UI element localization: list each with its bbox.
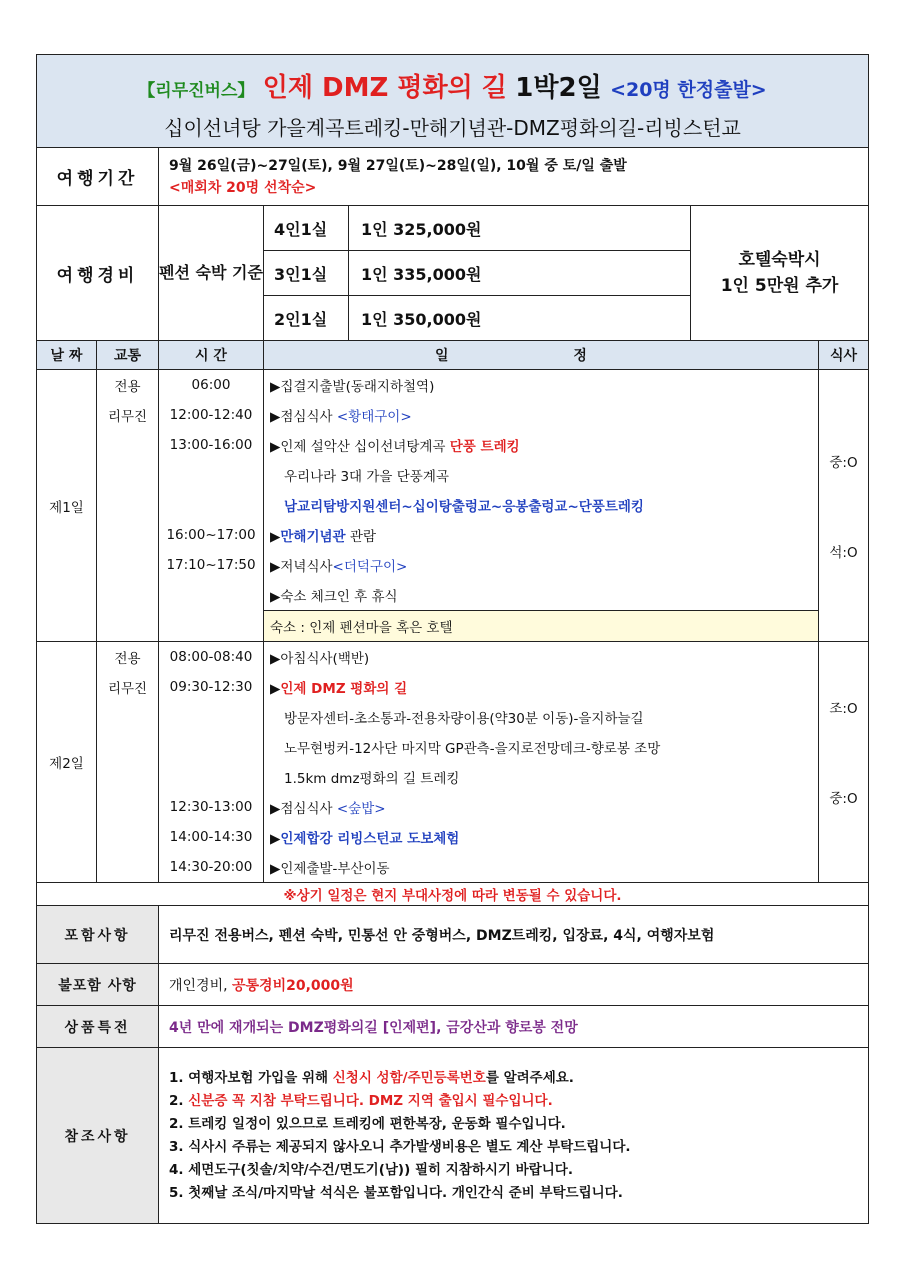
title-main: 인제 DMZ 평화의 길 xyxy=(262,73,507,103)
schedule-time: 12:30-13:00 xyxy=(159,792,264,822)
reference-item: 1. 여행자보험 가입을 위해 신청시 성함/주민등록번호를 알려주세요. xyxy=(169,1069,574,1086)
blank-cell xyxy=(159,702,264,732)
hotel-note-line1: 호텔숙박시 xyxy=(738,250,821,270)
reference-item: 5. 첫째날 조식/마지막날 석식은 불포함입니다. 개인간식 준비 부탁드립니다. xyxy=(169,1184,623,1201)
header-transport: 교통 xyxy=(97,341,159,370)
blank-cell xyxy=(97,732,159,762)
period-dates: 9월 26일(금)~27일(토), 9월 27일(토)~28일(일), 10월 중 토/일 출발 xyxy=(169,157,627,174)
schedule-time: 08:00-08:40 xyxy=(159,642,264,673)
included-value: 리무진 전용버스, 펜션 숙박, 민통선 안 중형버스, DMZ트레킹, 입장료, 4식, 여행자보험 xyxy=(159,906,869,964)
blank-cell xyxy=(97,490,159,520)
meal-breakfast: 조:O xyxy=(829,701,858,717)
period-label: 여행기간 xyxy=(37,148,159,206)
blank-cell xyxy=(97,611,159,642)
tour-flyer xyxy=(36,54,868,1224)
blank-cell xyxy=(159,732,264,762)
schedule-item: ▶숙소 체크인 후 휴식 xyxy=(264,580,819,611)
fee-hotel-note xyxy=(691,206,869,341)
special-label: 상품특전 xyxy=(37,1006,159,1048)
blank-cell xyxy=(97,792,159,822)
day1-transport: 리무진 xyxy=(97,400,159,430)
schedule-time: 13:00-16:00 xyxy=(159,430,264,460)
schedule-notice: ※상기 일정은 현지 부대사정에 따라 변동될 수 있습니다. xyxy=(37,883,869,906)
lodging-info: 숙소 : 인제 펜션마을 혹은 호텔 xyxy=(264,611,819,642)
day2-label: 제2일 xyxy=(37,642,97,883)
fee-basis: 펜션 숙박 기준 xyxy=(159,206,264,341)
excluded-label: 불포함 사항 xyxy=(37,964,159,1006)
fee-room: 4인1실 xyxy=(264,206,349,251)
references-list xyxy=(159,1048,869,1224)
blank-cell xyxy=(97,852,159,883)
title-limit: <20명 한정출발> xyxy=(610,79,767,101)
blank-cell xyxy=(159,580,264,611)
excluded-value: 개인경비, 공통경비20,000원 xyxy=(159,964,869,1006)
period-note: <매회차 20명 선착순> xyxy=(169,179,317,196)
included-label: 포함사항 xyxy=(37,906,159,964)
schedule-time: 16:00~17:00 xyxy=(159,520,264,550)
meal-dinner: 석:O xyxy=(829,544,858,561)
blank-cell xyxy=(159,490,264,520)
title-duration: 1박2일 xyxy=(515,73,602,103)
schedule-time: 06:00 xyxy=(159,370,264,401)
schedule-item: ▶점심식사 <숲밥> xyxy=(264,792,819,822)
schedule-item: 방문자센터-초소통과-전용차량이용(약30분 이동)-을지하늘길 xyxy=(264,702,819,732)
schedule-item: ▶인제 설악산 십이선녀탕계곡 단풍 트레킹 xyxy=(264,430,819,460)
blank-cell xyxy=(97,702,159,732)
schedule-time: 12:00-12:40 xyxy=(159,400,264,430)
reference-item: 2. 신분증 꼭 지참 부탁드립니다. DMZ 지역 출입시 필수입니다. xyxy=(169,1092,553,1109)
blank-cell xyxy=(159,762,264,792)
schedule-item: ▶인제 DMZ 평화의 길 xyxy=(264,672,819,702)
fee-price: 1인 325,000원 xyxy=(349,206,691,251)
blank-cell xyxy=(97,550,159,580)
schedule-item: 노무현벙커-12사단 마지막 GP관측-을지로전망데크-향로봉 조망 xyxy=(264,732,819,762)
day2-transport: 리무진 xyxy=(97,672,159,702)
period-value xyxy=(159,148,869,206)
schedule-item: ▶저녁식사<더덕구이> xyxy=(264,550,819,580)
schedule-item: ▶점심식사 <황태구이> xyxy=(264,400,819,430)
day2-meals xyxy=(819,642,869,883)
fee-label: 여행경비 xyxy=(37,206,159,341)
day1-transport: 전용 xyxy=(97,370,159,401)
blank-cell xyxy=(97,580,159,611)
title-route: 십이선녀탕 가을계곡트레킹-만해기념관-DMZ평화의길-리빙스턴교 xyxy=(164,116,741,140)
blank-cell xyxy=(97,430,159,460)
meal-lunch: 중:O xyxy=(829,791,858,807)
schedule-item: ▶아침식사(백반) xyxy=(264,642,819,673)
title-block xyxy=(37,55,869,148)
day1-label: 제1일 xyxy=(37,370,97,642)
schedule-time: 14:30-20:00 xyxy=(159,852,264,883)
blank-cell xyxy=(159,611,264,642)
meal-lunch: 중:O xyxy=(829,454,858,471)
blank-cell xyxy=(97,520,159,550)
reference-item: 2. 트레킹 일정이 있으므로 트레킹에 편한복장, 운동화 필수입니다. xyxy=(169,1115,566,1132)
fee-room: 2인1실 xyxy=(264,296,349,341)
schedule-item: ▶만해기념관 관람 xyxy=(264,520,819,550)
schedule-item: 남교리탐방지원센터~십이탕출렁교~응봉출렁교~단풍트레킹 xyxy=(264,490,819,520)
blank-cell xyxy=(159,460,264,490)
day2-transport: 전용 xyxy=(97,642,159,673)
hotel-note-line2: 1인 5만원 추가 xyxy=(720,276,839,296)
fee-price: 1인 335,000원 xyxy=(349,251,691,296)
header-itinerary: 일 정 xyxy=(264,341,819,370)
header-day: 날 짜 xyxy=(37,341,97,370)
schedule-item: 우리나라 3대 가을 단풍계곡 xyxy=(264,460,819,490)
schedule-time: 09:30-12:30 xyxy=(159,672,264,702)
schedule-item: ▶인제출발-부산이동 xyxy=(264,852,819,883)
blank-cell xyxy=(97,460,159,490)
schedule-item: ▶인제합강 리빙스턴교 도보체험 xyxy=(264,822,819,852)
header-meal: 식사 xyxy=(819,341,869,370)
schedule-item: ▶집결지출발(동래지하철역) xyxy=(264,370,819,401)
reference-item: 3. 식사시 주류는 제공되지 않사오니 추가발생비용은 별도 계산 부탁드립니다. xyxy=(169,1138,631,1155)
schedule-item: 1.5km dmz평화의 길 트레킹 xyxy=(264,762,819,792)
tour-table xyxy=(36,54,869,1224)
header-time: 시 간 xyxy=(159,341,264,370)
fee-room: 3인1실 xyxy=(264,251,349,296)
blank-cell xyxy=(97,822,159,852)
day1-meals xyxy=(819,370,869,642)
reference-item: 4. 세면도구(칫솔/치약/수건/면도기(남)) 필히 지참하시기 바랍니다. xyxy=(169,1161,573,1178)
schedule-time: 17:10~17:50 xyxy=(159,550,264,580)
special-value: 4년 만에 재개되는 DMZ평화의길 [인제편], 금강산과 향로봉 전망 xyxy=(159,1006,869,1048)
blank-cell xyxy=(97,762,159,792)
fee-price: 1인 350,000원 xyxy=(349,296,691,341)
schedule-time: 14:00-14:30 xyxy=(159,822,264,852)
title-tag: 【리무진버스】 xyxy=(138,81,255,101)
references-label: 참조사항 xyxy=(37,1048,159,1224)
